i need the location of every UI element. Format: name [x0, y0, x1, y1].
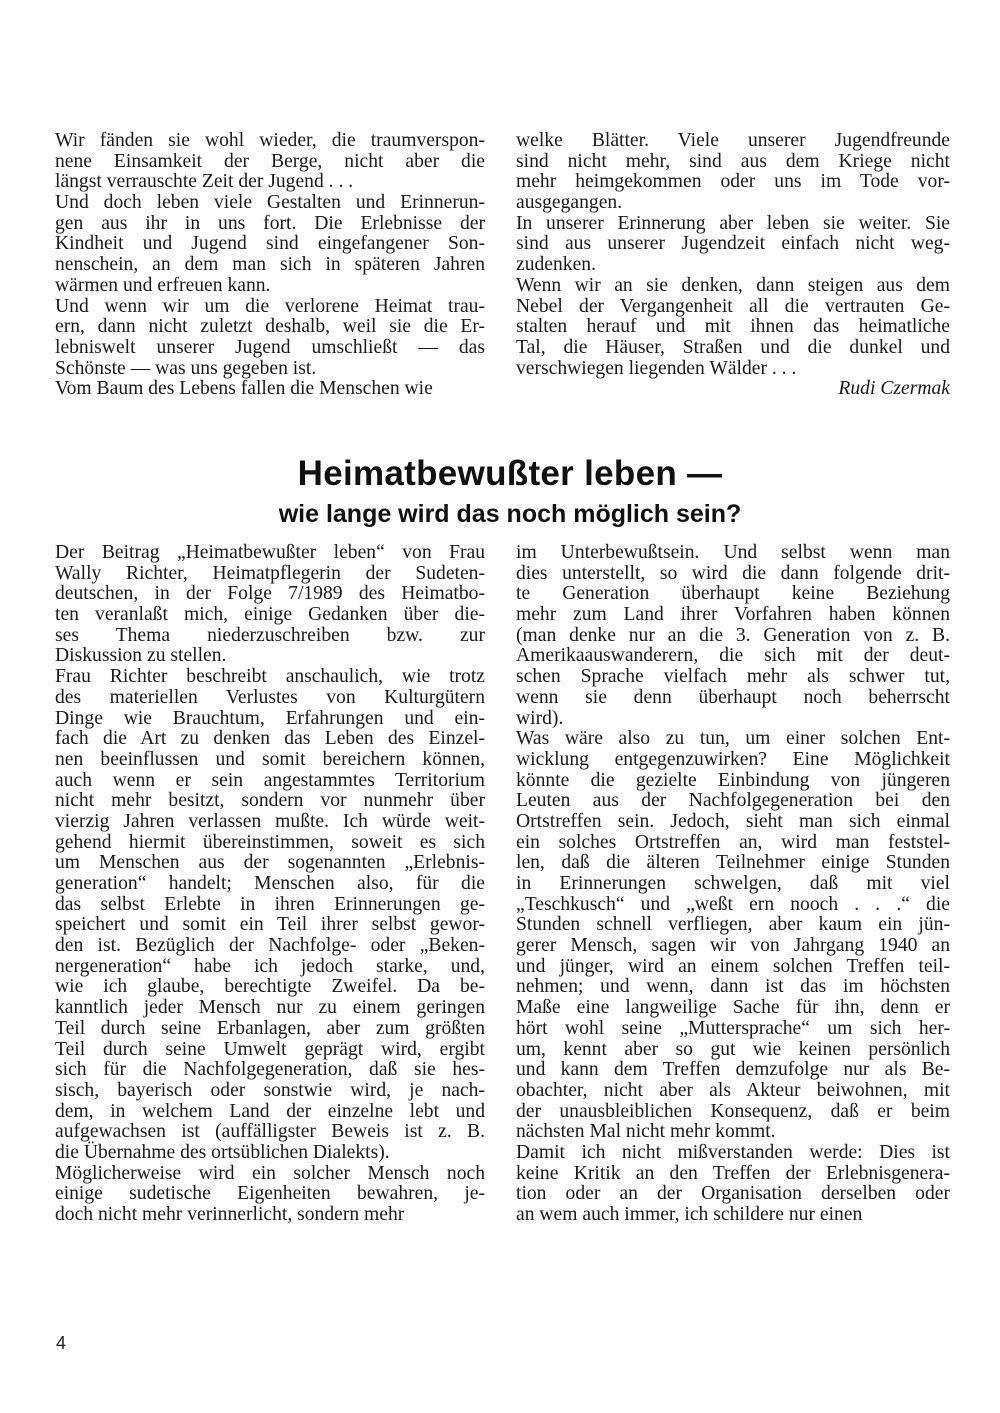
- text-line: um, kennt aber so gut wie keinen persönlich: [516, 1038, 950, 1060]
- text-line: längst verrauschte Zeit der Jugend . . .: [55, 171, 354, 193]
- text-line: sind nicht mehr, sind aus dem Kriege nicht: [516, 150, 950, 172]
- text-line: sich für die Nachfolgegeneration, daß sie hes-: [55, 1059, 485, 1081]
- text-line: einige sudetische Eigenheiten bewahren, je-: [55, 1183, 485, 1205]
- text-line: zudenken.: [516, 254, 596, 276]
- text-line: keine Kritik an den Treffen der Erlebnisgenera-: [516, 1162, 950, 1184]
- text-line: deutschen, in der Folge 7/1989 des Heimatbo-: [55, 583, 485, 605]
- text-line: Was wäre also zu tun, um einer solchen Ent-: [516, 728, 950, 750]
- text-line: wird).: [516, 707, 564, 729]
- text-line: In unserer Erinnerung aber leben sie weiter. Sie: [516, 212, 950, 234]
- text-line: tion oder an der Organisation derselben oder: [516, 1183, 950, 1205]
- text-line: nehmen; und wenn, dann ist das im höchsten: [516, 976, 950, 998]
- text-line: dem, in welchem Land der einzelne lebt und: [55, 1100, 485, 1122]
- text-line: um Menschen aus der sogenannten „Erlebnis-: [55, 852, 485, 874]
- text-line: die Übernahme des ortsüblichen Dialekts).: [55, 1141, 390, 1163]
- text-line: schen Sprache vielfach mehr als schwer tut,: [516, 666, 950, 688]
- text-line: Teil durch seine Umwelt geprägt wird, ergibt: [55, 1038, 485, 1060]
- text-line: an wem auch immer, ich schildere nur einen: [516, 1204, 863, 1225]
- text-line: Wenn wir an sie denken, dann steigen aus dem: [516, 274, 950, 296]
- text-line: mehr zum Land ihrer Vorfahren haben können: [516, 604, 950, 626]
- text-line: ein solches Ortstreffen an, wird man feststel-: [516, 831, 950, 853]
- text-line: Teil durch seine Erbanlagen, aber zum größten: [55, 1017, 485, 1039]
- text-line: „Teschkusch“ und „weßt ern nooch . . .“ die: [516, 893, 950, 915]
- text-line: Schönste — was uns gegeben ist.: [55, 357, 317, 379]
- text-line: speichert und somit ein Teil ihrer selbst gewor-: [55, 914, 485, 936]
- text-line: Kindheit und Jugend sind eingefangener Son-: [55, 233, 485, 255]
- text-line: gehend hiermit übereinstimmen, soweit es sich: [55, 831, 485, 853]
- text-line: Wally Richter, Heimatpflegerin der Sudeten-: [55, 562, 485, 584]
- main-article-left-column: [55, 543, 485, 1226]
- text-line: nergeneration“ habe ich jedoch starke, und,: [55, 955, 485, 977]
- text-line: sind aus unserer Jugendzeit einfach nicht weg-: [516, 233, 950, 255]
- text-line: welke Blätter. Viele unserer Jugendfreunde: [516, 130, 950, 151]
- text-line: nen beeinflussen und somit bereichern können,: [55, 748, 485, 770]
- text-line: Leuten aus der Nachfolgegeneration bei den: [516, 790, 950, 812]
- text-line: dies unterstellt, so wird die dann folgende drit-: [516, 562, 950, 584]
- text-line: könnte die gezielte Einbindung von jüngeren: [516, 769, 950, 791]
- text-line: Vom Baum des Lebens fallen die Menschen wie: [55, 378, 433, 400]
- text-line: Möglicherweise wird ein solcher Mensch noch: [55, 1162, 485, 1184]
- text-line: der unausbleiblichen Konsequenz, daß er beim: [516, 1100, 950, 1122]
- text-line: nene Einsamkeit der Berge, nicht aber die: [55, 150, 485, 172]
- text-line: gen aus ihr in uns fort. Die Erlebnisse der: [55, 212, 485, 234]
- text-line: len, daß die älteren Teilnehmer einige Stunden: [516, 852, 950, 874]
- text-line: wicklung entgegenzuwirken? Eine Möglichkeit: [516, 748, 950, 770]
- text-line: generation“ handelt; Menschen also, für die: [55, 873, 485, 894]
- article-headline: Heimatbewußter leben —: [297, 454, 723, 493]
- text-line: nicht mehr besitzt, sondern vor nunmehr über: [55, 790, 485, 812]
- text-line: Stunden schnell verfliegen, aber kaum ein jün-: [516, 914, 950, 936]
- text-line: lebniswelt unserer Jugend umschließt — das: [55, 336, 485, 358]
- text-line: in Erinnerungen schwelgen, daß mit viel: [516, 873, 950, 894]
- text-line: ses Thema niederzuschreiben bzw. zur: [55, 624, 485, 646]
- text-line: ern, dann nicht zuletzt deshalb, weil sie die Er-: [55, 316, 485, 338]
- text-line: wenn sie denn überhaupt noch beherrscht: [516, 686, 950, 708]
- text-line: Maße eine langweilige Sache für ihn, denn er: [516, 997, 950, 1019]
- text-line: vierzig Jahren verlassen mußte. Ich würde weit-: [55, 810, 485, 832]
- text-line: nächsten Mal nicht mehr kommt.: [516, 1121, 776, 1143]
- text-line: das selbst Erlebte in ihren Erinnerungen ge-: [55, 893, 485, 915]
- text-line: Diskussion zu stellen.: [55, 645, 227, 667]
- text-line: Nebel der Vergangenheit all die vertrauten Ge-: [516, 295, 950, 317]
- text-line: Dinge wie Brauchtum, Erfahrungen und ein-: [55, 707, 485, 729]
- text-line: Und wenn wir um die verlorene Heimat trau-: [55, 295, 485, 317]
- text-line: Ortstreffen sein. Jedoch, sieht man sich einmal: [516, 810, 950, 832]
- text-line: auch wenn er sein angestammtes Territorium: [55, 769, 485, 791]
- text-line: te Generation überhaupt keine Beziehung: [516, 583, 950, 605]
- text-line: obachter, nicht aber als Akteur beiwohnen, mit: [516, 1079, 950, 1101]
- text-line: und kann dem Treffen demzufolge nur als Be-: [516, 1059, 950, 1081]
- top-article-left-column: [55, 131, 485, 400]
- text-line: wärmen und erfreuen kann.: [55, 274, 271, 296]
- text-line: des materiellen Verlustes von Kulturgütern: [55, 686, 485, 708]
- text-line: Und doch leben viele Gestalten und Erinnerun-: [55, 192, 485, 214]
- text-line: den ist. Bezüglich der Nachfolge- oder „Beken-: [55, 935, 485, 957]
- text-line: Tal, die Häuser, Straßen und die dunkel und: [516, 336, 950, 358]
- text-line: fach die Art zu denken das Leben des Einzel-: [55, 728, 485, 750]
- top-article-right-column: [516, 131, 950, 400]
- text-line: aufgewachsen ist (auffälligster Beweis ist z. B.: [55, 1121, 485, 1143]
- text-line: nenschein, an dem man sich in späteren Jahren: [55, 254, 485, 276]
- page-number: 4: [56, 1333, 67, 1353]
- main-article-right-column: [516, 543, 950, 1226]
- text-line: hört wohl seine „Muttersprache“ um sich her-: [516, 1017, 950, 1039]
- text-line: kanntlich jeder Mensch nur zu einem geringen: [55, 997, 485, 1019]
- article-subheadline: wie lange wird das noch möglich sein?: [278, 500, 742, 528]
- text-line: (man denke nur an die 3. Generation von z. B.: [516, 624, 950, 646]
- text-line: doch nicht mehr verinnerlicht, sondern mehr: [55, 1204, 405, 1225]
- text-line: mehr heimgekommen oder uns im Tode vor-: [516, 171, 950, 193]
- text-line: wie ich glaube, berechtigte Zweifel. Da be-: [55, 976, 485, 998]
- text-line: sisch, bayerisch oder sonstwie wird, je nach-: [55, 1079, 485, 1101]
- text-line: Der Beitrag „Heimatbewußter leben“ von Frau: [55, 542, 485, 563]
- text-line: ausgegangen.: [516, 192, 623, 214]
- text-line: gerer Mensch, sagen wir von Jahrgang 1940 an: [516, 935, 950, 957]
- text-line: Wir fänden sie wohl wieder, die traumverspon-: [55, 130, 485, 151]
- author-signature: Rudi Czermak: [838, 378, 950, 400]
- text-line: Amerikaauswanderern, die sich mit der deut-: [516, 645, 950, 667]
- text-line: Damit ich nicht mißverstanden werde: Dies ist: [516, 1141, 950, 1163]
- text-line: stalten herauf und mit ihnen das heimatliche: [516, 316, 950, 338]
- text-line: im Unterbewußtsein. Und selbst wenn man: [516, 542, 950, 563]
- text-line: ten veranlaßt mich, einige Gedanken über die-: [55, 604, 485, 626]
- text-line: und jünger, wird an einem solchen Treffen teil-: [516, 955, 950, 977]
- text-line: verschwiegen liegenden Wälder . . .: [516, 357, 797, 379]
- text-line: Frau Richter beschreibt anschaulich, wie trotz: [55, 666, 485, 688]
